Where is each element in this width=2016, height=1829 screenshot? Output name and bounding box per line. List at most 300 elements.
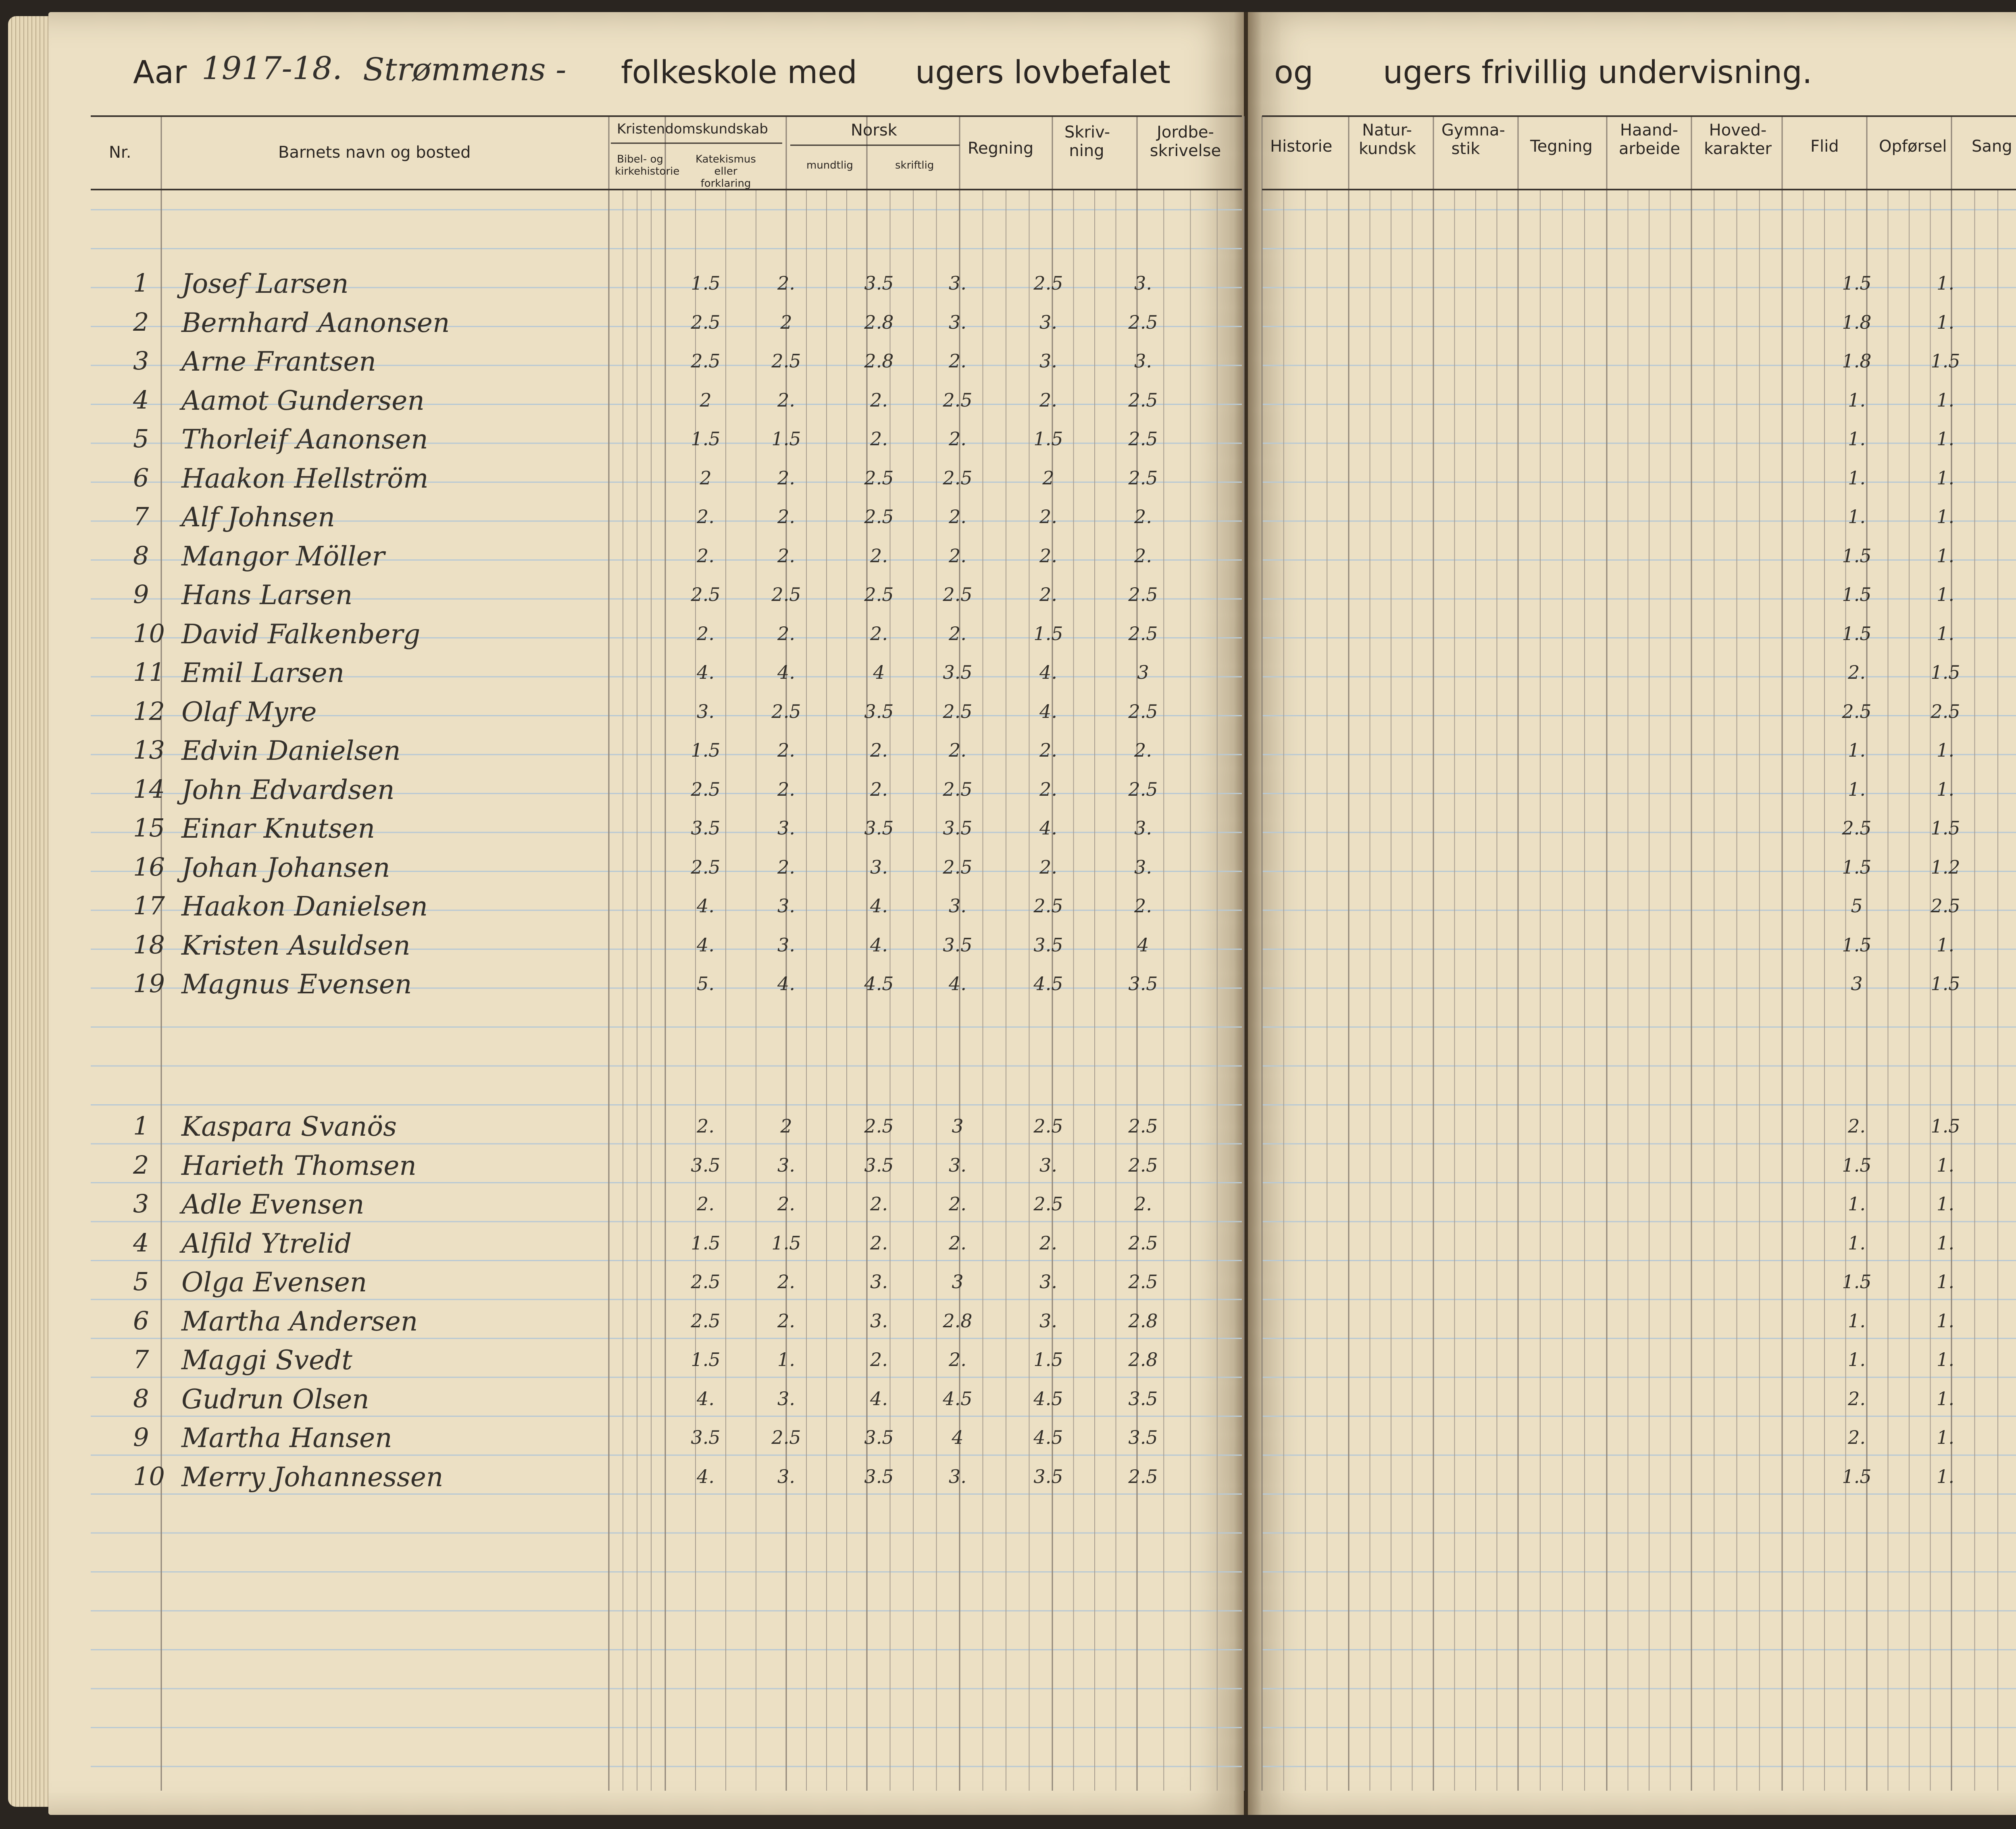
grade-cell: 2.5 [1128, 700, 1158, 722]
grade-cell: 2. [697, 544, 714, 567]
grade-cell: 3.5 [691, 1426, 721, 1448]
grade-cell: 2.5 [1128, 1154, 1158, 1176]
col-flid: Flid [1810, 137, 1839, 156]
grade-cell: 4. [697, 1465, 714, 1487]
row-number: 14 [133, 774, 165, 804]
student-name: Maggi Svedt [181, 1345, 352, 1376]
grade-cell: 4 [1137, 934, 1149, 956]
grade-cell: 2. [1039, 739, 1057, 761]
grade-cell: 4. [697, 661, 714, 683]
opforsel-grade: 1. [1937, 584, 1954, 605]
col-skrivning: Skriv- ning [1064, 123, 1110, 160]
flid-grade: 1.5 [1842, 584, 1872, 605]
grade-cell: 2. [777, 778, 795, 800]
flid-grade: 1. [1848, 389, 1866, 411]
grade-cell: 2.5 [1128, 1271, 1158, 1293]
grade-cell: 3. [949, 272, 966, 294]
grade-cell: 3 [952, 1271, 964, 1293]
grade-cell: 2.5 [864, 584, 894, 605]
grade-cell: 2. [777, 1193, 795, 1215]
flid-grade: 1. [1848, 1349, 1866, 1370]
col-nr: Nr. [109, 143, 131, 162]
flid-grade: 1. [1848, 428, 1866, 450]
grade-cell: 4.5 [1033, 973, 1063, 995]
grade-cell: 2. [777, 622, 795, 644]
grade-cell: 2.8 [943, 1310, 973, 1332]
grade-cell: 2. [1039, 856, 1057, 878]
grade-cell: 3.5 [1033, 1465, 1063, 1487]
row-number: 3 [133, 1189, 149, 1218]
grade-cell: 2 [1042, 467, 1054, 489]
grade-cell: 1.5 [1033, 622, 1063, 644]
row-number: 3 [133, 346, 149, 375]
grade-cell: 2.5 [1128, 1465, 1158, 1487]
flid-grade: 5 [1851, 895, 1863, 917]
opforsel-grade: 1. [1937, 1232, 1954, 1254]
grade-cell: 2.5 [943, 778, 973, 800]
grade-cell: 2.5 [1128, 467, 1158, 489]
opforsel-grade: 1. [1937, 622, 1954, 644]
row-number: 15 [133, 813, 165, 843]
grade-cell: 2.5 [864, 1115, 894, 1137]
row-number: 11 [133, 657, 165, 687]
opforsel-grade: 1.5 [1931, 817, 1960, 839]
student-name: Haakon Danielsen [181, 891, 428, 922]
opforsel-grade: 2.5 [1931, 700, 1960, 722]
grade-cell: 1.5 [771, 1232, 801, 1254]
grade-cell: 2 [780, 311, 792, 333]
grade-cell: 2. [1039, 506, 1057, 528]
student-name: Josef Larsen [181, 268, 349, 299]
student-name: Adle Evensen [181, 1189, 364, 1220]
col-sang: Sang [1972, 137, 2012, 156]
col-tegning: Tegning [1530, 137, 1593, 156]
row-number: 8 [133, 1383, 149, 1413]
student-name: Hans Larsen [181, 580, 353, 611]
grade-cell: 2.5 [943, 584, 973, 605]
grade-cell: 3. [870, 856, 888, 878]
student-name: Mangor Möller [181, 540, 385, 572]
col-norsk: Norsk [851, 121, 897, 140]
col-bibel: Bibel- og kirkehistorie [615, 153, 680, 177]
row-number: 9 [133, 580, 149, 609]
row-number: 19 [133, 969, 165, 998]
grade-cell: 2.5 [864, 506, 894, 528]
school-place: Strømmens - [363, 52, 566, 88]
grade-cell: 2. [870, 622, 888, 644]
grade-cell: 3. [1134, 272, 1152, 294]
grade-cell: 2. [1039, 584, 1057, 605]
grade-cell: 3. [870, 1310, 888, 1332]
student-name: John Edvardsen [181, 774, 395, 805]
row-number: 17 [133, 891, 165, 920]
opforsel-grade: 1. [1937, 1310, 1954, 1332]
row-number: 4 [133, 385, 149, 415]
flid-grade: 1. [1848, 1193, 1866, 1215]
col-opforsel: Opførsel [1879, 137, 1947, 156]
grade-cell: 2.5 [1128, 1115, 1158, 1137]
grade-cell: 4. [777, 661, 795, 683]
grade-cell: 3. [1039, 350, 1057, 372]
col-naturkundskab: Natur- kundsk [1359, 121, 1416, 158]
grade-cell: 2. [1039, 389, 1057, 411]
student-name: Magnus Evensen [181, 969, 412, 1000]
flid-grade: 1. [1848, 1310, 1866, 1332]
opforsel-grade: 1. [1937, 506, 1954, 528]
grade-cell: 2. [870, 428, 888, 450]
grade-cell: 3.5 [864, 272, 894, 294]
grade-cell: 2. [777, 467, 795, 489]
flid-grade: 1.5 [1842, 1465, 1872, 1487]
grade-cell: 1.5 [691, 1232, 721, 1254]
student-name: Einar Knutsen [181, 813, 375, 844]
grade-cell: 2.5 [691, 778, 721, 800]
grade-cell: 1.5 [691, 428, 721, 450]
title-frivillig: ugers frivillig undervisning. [1383, 54, 1812, 91]
student-name: Thorleif Aanonsen [181, 424, 428, 455]
grade-cell: 4. [1039, 700, 1057, 722]
grade-cell: 2.5 [943, 700, 973, 722]
student-name: Harieth Thomsen [181, 1150, 417, 1181]
flid-grade: 1.5 [1842, 622, 1872, 644]
grade-cell: 2. [949, 350, 966, 372]
grade-cell: 2.5 [771, 1426, 801, 1448]
flid-grade: 1.5 [1842, 272, 1872, 294]
flid-grade: 2.5 [1842, 700, 1872, 722]
grade-cell: 3. [1039, 1271, 1057, 1293]
row-number: 2 [133, 1150, 149, 1180]
vertical-rules [161, 116, 2016, 1791]
col-katekismus: Katekismus eller forklaring [696, 153, 756, 190]
grade-cell: 3. [777, 817, 795, 839]
col-regning: Regning [968, 139, 1034, 158]
opforsel-grade: 1. [1937, 934, 1954, 956]
opforsel-grade: 1. [1937, 1154, 1954, 1176]
grade-cell: 3.5 [864, 1465, 894, 1487]
grade-cell: 2.8 [1128, 1349, 1158, 1370]
student-name: Johan Johansen [181, 852, 390, 883]
flid-grade: 1. [1848, 739, 1866, 761]
grade-cell: 2.5 [864, 467, 894, 489]
opforsel-grade: 1.2 [1931, 856, 1960, 878]
grade-cell: 2. [870, 1349, 888, 1370]
grade-cell: 3.5 [691, 817, 721, 839]
opforsel-grade: 1. [1937, 428, 1954, 450]
flid-grade: 1. [1848, 778, 1866, 800]
grade-cell: 2.5 [1033, 272, 1063, 294]
grade-cell: 4.5 [1033, 1387, 1063, 1410]
grade-cell: 2. [949, 622, 966, 644]
student-name: David Falkenberg [181, 618, 421, 650]
grade-cell: 2. [1134, 895, 1152, 917]
grade-cell: 2.5 [1128, 1232, 1158, 1254]
grade-cell: 3. [1039, 1310, 1057, 1332]
opforsel-grade: 2.5 [1931, 895, 1960, 917]
flid-grade: 2.5 [1842, 817, 1872, 839]
col-kristendom: Kristendomskundskab [617, 121, 768, 137]
grade-cell: 2. [949, 428, 966, 450]
grade-cell: 4. [870, 934, 888, 956]
grade-cell: 2.5 [691, 584, 721, 605]
grade-cell: 2.8 [864, 311, 894, 333]
student-name: Aamot Gundersen [181, 385, 425, 416]
thin-vertical-rules [623, 190, 2016, 1791]
grade-cell: 2. [949, 506, 966, 528]
grade-cell: 2.5 [1128, 389, 1158, 411]
row-number: 18 [133, 930, 165, 959]
grade-cell: 2. [870, 778, 888, 800]
opforsel-grade: 1. [1937, 1271, 1954, 1293]
grade-cell: 3.5 [1128, 1426, 1158, 1448]
grade-cell: 2.5 [943, 389, 973, 411]
student-name: Bernhard Aanonsen [181, 307, 450, 338]
grade-cell: 4 [873, 661, 885, 683]
opforsel-grade: 1. [1937, 1465, 1954, 1487]
row-number: 12 [133, 696, 165, 726]
grade-cell: 3 [952, 1115, 964, 1137]
grade-cell: 2. [777, 1310, 795, 1332]
flid-grade: 1.8 [1842, 311, 1872, 333]
flid-grade: 2. [1848, 1387, 1866, 1410]
grade-cell: 2. [949, 1349, 966, 1370]
grade-cell: 2.5 [691, 311, 721, 333]
grade-cell: 2.5 [1128, 311, 1158, 333]
row-number: 5 [133, 424, 149, 453]
grade-cell: 2. [697, 622, 714, 644]
grade-cell: 1.5 [1033, 1349, 1063, 1370]
grade-cell: 3.5 [943, 934, 973, 956]
grade-cell: 2.5 [1128, 778, 1158, 800]
grade-cell: 4. [777, 973, 795, 995]
grade-cell: 3. [1134, 350, 1152, 372]
grade-cell: 3. [1039, 311, 1057, 333]
grade-cell: 3. [949, 1154, 966, 1176]
title-lovbefalet: ugers lovbefalet [915, 54, 1170, 91]
grade-cell: 4. [1039, 661, 1057, 683]
grade-cell: 4.5 [1033, 1426, 1063, 1448]
opforsel-grade: 1. [1937, 778, 1954, 800]
col-hovedkarakter: Hoved- karakter [1704, 121, 1772, 158]
flid-grade: 2. [1848, 1115, 1866, 1137]
opforsel-grade: 1.5 [1931, 1115, 1960, 1137]
year-value: 1917-18. [202, 50, 342, 87]
grade-cell: 2. [949, 544, 966, 567]
opforsel-grade: 1. [1937, 1387, 1954, 1410]
row-number: 7 [133, 1345, 149, 1374]
col-skriftlig: skriftlig [895, 159, 934, 171]
flid-grade: 1.5 [1842, 544, 1872, 567]
col-mundtlig: mundtlig [806, 159, 853, 171]
grade-cell: 3. [1134, 856, 1152, 878]
grade-cell: 3. [949, 1465, 966, 1487]
grade-cell: 1.5 [771, 428, 801, 450]
row-number: 10 [133, 618, 165, 648]
student-name: Alf Johnsen [181, 502, 335, 533]
row-number: 16 [133, 852, 165, 882]
grade-cell: 3.5 [1128, 973, 1158, 995]
grade-cell: 2. [777, 1271, 795, 1293]
grade-cell: 3.5 [691, 1154, 721, 1176]
flid-grade: 3 [1851, 973, 1863, 995]
student-name: Kristen Asuldsen [181, 930, 410, 961]
opforsel-grade: 1.5 [1931, 973, 1960, 995]
grade-cell: 4. [697, 895, 714, 917]
grade-cell: 2 [780, 1115, 792, 1137]
grade-cell: 2.8 [864, 350, 894, 372]
grade-cell: 2.5 [691, 350, 721, 372]
grade-cell: 2.5 [691, 856, 721, 878]
opforsel-grade: 1. [1937, 272, 1954, 294]
col-name: Barnets navn og bosted [278, 143, 471, 162]
grade-cell: 2. [697, 506, 714, 528]
flid-grade: 1. [1848, 506, 1866, 528]
grade-cell: 3.5 [1128, 1387, 1158, 1410]
opforsel-grade: 1. [1937, 1426, 1954, 1448]
grade-cell: 2. [777, 544, 795, 567]
student-name: Edvin Danielsen [181, 735, 401, 766]
row-number: 6 [133, 463, 149, 492]
grade-cell: 4 [952, 1426, 964, 1448]
grade-cell: 3.5 [1033, 934, 1063, 956]
row-number: 2 [133, 307, 149, 337]
grade-cell: 2.5 [1033, 1193, 1063, 1215]
grade-cell: 3.5 [864, 700, 894, 722]
grade-cell: 5. [697, 973, 714, 995]
student-name: Haakon Hellström [181, 463, 429, 494]
grade-cell: 2.5 [691, 1310, 721, 1332]
grade-cell: 2. [697, 1193, 714, 1215]
col-haandarbeide: Haand- arbeide [1619, 121, 1681, 158]
row-number: 6 [133, 1306, 149, 1335]
grade-cell: 4.5 [864, 973, 894, 995]
grade-cell: 3.5 [864, 817, 894, 839]
opforsel-grade: 1.5 [1931, 661, 1960, 683]
grade-cell: 3. [949, 895, 966, 917]
grade-cell: 2. [777, 739, 795, 761]
grade-cell: 2. [1039, 544, 1057, 567]
grade-cell: 2.5 [1033, 1115, 1063, 1137]
flid-grade: 1.5 [1842, 1154, 1872, 1176]
grade-cell: 3.5 [943, 661, 973, 683]
grade-cell: 1.5 [691, 739, 721, 761]
grade-cell: 4. [697, 934, 714, 956]
grade-cell: 2. [949, 1193, 966, 1215]
grade-cell: 1. [777, 1349, 795, 1370]
opforsel-grade: 1. [1937, 311, 1954, 333]
grade-cell: 3.5 [864, 1426, 894, 1448]
year-label: Aar [133, 54, 187, 91]
grade-cell: 2.5 [771, 350, 801, 372]
student-name: Gudrun Olsen [181, 1383, 369, 1415]
col-gymnastik: Gymna- stik [1441, 121, 1505, 158]
grade-cell: 2. [777, 389, 795, 411]
grade-cell: 1.5 [691, 272, 721, 294]
grade-cell: 2.5 [1128, 584, 1158, 605]
grade-cell: 2. [1134, 544, 1152, 567]
grade-cell: 2.5 [943, 856, 973, 878]
flid-grade: 2. [1848, 661, 1866, 683]
grade-cell: 2. [1134, 1193, 1152, 1215]
grade-cell: 4. [870, 895, 888, 917]
grade-cell: 1.5 [1033, 428, 1063, 450]
grade-cell: 1.5 [691, 1349, 721, 1370]
grade-cell: 2.5 [1128, 622, 1158, 644]
grade-cell: 2.5 [1033, 895, 1063, 917]
grade-cell: 4. [697, 1387, 714, 1410]
row-number: 4 [133, 1228, 149, 1258]
col-historie: Historie [1270, 137, 1333, 156]
flid-grade: 1.5 [1842, 934, 1872, 956]
opforsel-grade: 1. [1937, 1193, 1954, 1215]
row-number: 7 [133, 502, 149, 531]
grade-cell: 4. [1039, 817, 1057, 839]
student-name: Olaf Myre [181, 696, 317, 728]
grade-cell: 2 [700, 467, 712, 489]
grade-cell: 3.5 [864, 1154, 894, 1176]
flid-grade: 1. [1848, 1232, 1866, 1254]
grade-cell: 2. [1039, 1232, 1057, 1254]
flid-grade: 1.5 [1842, 856, 1872, 878]
title-folkeskole: folkeskole med [621, 54, 857, 91]
grade-cell: 2.5 [691, 1271, 721, 1293]
grade-cell: 2. [870, 544, 888, 567]
grade-cell: 3. [949, 311, 966, 333]
student-name: Arne Frantsen [181, 346, 376, 377]
grade-cell: 2. [1039, 778, 1057, 800]
opforsel-grade: 1.5 [1931, 350, 1960, 372]
grade-cell: 4. [870, 1387, 888, 1410]
grade-cell: 4.5 [943, 1387, 973, 1410]
grade-cell: 3. [777, 1465, 795, 1487]
grade-cell: 3 [1137, 661, 1149, 683]
row-number: 5 [133, 1267, 149, 1296]
grade-cell: 3. [697, 700, 714, 722]
student-name: Kaspara Svanös [181, 1111, 397, 1142]
title-og: og [1274, 54, 1314, 91]
grade-cell: 2.5 [771, 584, 801, 605]
grade-cell: 2. [870, 1193, 888, 1215]
grade-cell: 2. [777, 506, 795, 528]
grade-cell: 2. [777, 856, 795, 878]
grade-cell: 2 [700, 389, 712, 411]
student-name: Alfild Ytrelid [181, 1228, 352, 1259]
row-number: 1 [133, 1111, 149, 1141]
grade-cell: 2.5 [771, 700, 801, 722]
grade-cell: 2. [1134, 739, 1152, 761]
grade-cell: 2. [949, 739, 966, 761]
grade-cell: 3. [1134, 817, 1152, 839]
grade-cell: 2. [777, 272, 795, 294]
opforsel-grade: 1. [1937, 544, 1954, 567]
grade-cell: 2.5 [943, 467, 973, 489]
grade-cell: 2. [870, 739, 888, 761]
row-number: 1 [133, 268, 149, 298]
grade-cell: 3. [870, 1271, 888, 1293]
grade-cell: 3.5 [943, 817, 973, 839]
grade-cell: 3. [777, 1387, 795, 1410]
grade-cell: 3. [777, 895, 795, 917]
row-number: 8 [133, 540, 149, 570]
student-name: Martha Andersen [181, 1306, 418, 1337]
student-name: Olga Evensen [181, 1267, 367, 1298]
col-jordbeskrivelse: Jordbe- skrivelse [1150, 123, 1221, 160]
grade-cell: 2. [1134, 506, 1152, 528]
grade-cell: 2.5 [1128, 428, 1158, 450]
opforsel-grade: 1. [1937, 467, 1954, 489]
flid-grade: 1.5 [1842, 1271, 1872, 1293]
flid-grade: 1.8 [1842, 350, 1872, 372]
grade-cell: 3. [777, 934, 795, 956]
